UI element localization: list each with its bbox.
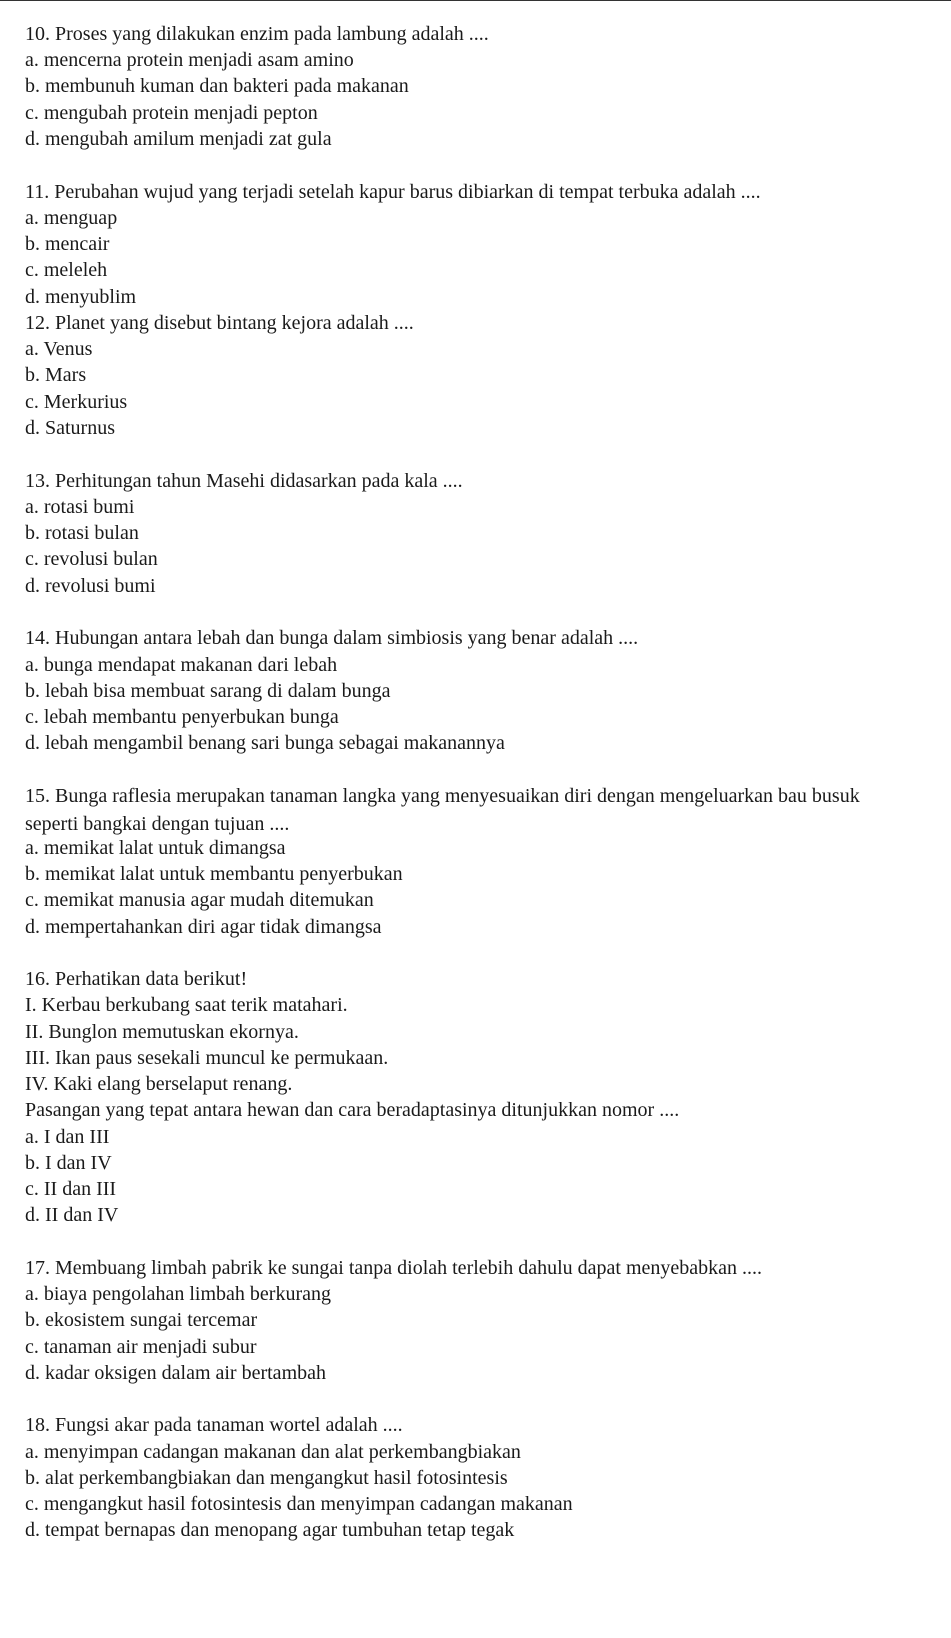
top-rule <box>0 0 951 1</box>
question-16-statement-4: IV. Kaki elang berselaput renang. <box>25 1073 293 1095</box>
question-16-option-d: d. II dan IV <box>25 1204 119 1226</box>
question-14-option-b: b. lebah bisa membuat sarang di dalam bunga <box>25 680 391 702</box>
question-17-text: 17. Membuang limbah pabrik ke sungai tanpa diolah terlebih dahulu dapat menyebabkan .... <box>25 1257 763 1279</box>
question-14-option-d: d. lebah mengambil benang sari bunga sebagai makanannya <box>25 732 505 754</box>
question-12-option-c: c. Merkurius <box>25 391 128 413</box>
question-10-option-b: b. membunuh kuman dan bakteri pada makanan <box>25 75 409 97</box>
question-16-option-a: a. I dan III <box>25 1126 110 1148</box>
question-18-option-c: c. mengangkut hasil fotosintesis dan menyimpan cadangan makanan <box>25 1493 573 1515</box>
question-11-option-c: c. meleleh <box>25 259 108 281</box>
question-18-option-b: b. alat perkembangbiakan dan mengangkut hasil fotosintesis <box>25 1467 508 1489</box>
question-18-option-a: a. menyimpan cadangan makanan dan alat perkembangbiakan <box>25 1441 521 1463</box>
question-16-option-b: b. I dan IV <box>25 1152 112 1174</box>
question-14-option-a: a. bunga mendapat makanan dari lebah <box>25 654 338 676</box>
question-14-text: 14. Hubungan antara lebah dan bunga dalam simbiosis yang benar adalah .... <box>25 627 639 649</box>
question-16-text: 16. Perhatikan data berikut! <box>25 968 248 990</box>
question-17-option-b: b. ekosistem sungai tercemar <box>25 1309 258 1331</box>
question-16-option-c: c. II dan III <box>25 1178 117 1200</box>
question-17-option-c: c. tanaman air menjadi subur <box>25 1336 257 1358</box>
question-13-option-d: d. revolusi bumi <box>25 575 156 597</box>
question-12-option-d: d. Saturnus <box>25 417 115 439</box>
question-18-option-d: d. tempat bernapas dan menopang agar tumbuhan tetap tegak <box>25 1519 515 1541</box>
question-11-option-d: d. menyublim <box>25 286 137 308</box>
question-15-text: 15. Bunga raflesia merupakan tanaman langka yang menyesuaikan diri dengan mengeluarkan bau busuk seperti bangkai dengan tujuan .... <box>25 785 860 835</box>
question-10-option-a: a. mencerna protein menjadi asam amino <box>25 49 354 71</box>
question-15-option-d: d. mempertahankan diri agar tidak dimangsa <box>25 916 382 938</box>
question-11-option-b: b. mencair <box>25 233 110 255</box>
question-15-option-a: a. memikat lalat untuk dimangsa <box>25 837 286 859</box>
question-14-option-c: c. lebah membantu penyerbukan bunga <box>25 706 339 728</box>
question-11-text: 11. Perubahan wujud yang terjadi setelah kapur barus dibiarkan di tempat terbuka adalah .... <box>25 181 761 203</box>
question-13-option-a: a. rotasi bumi <box>25 496 135 518</box>
question-16-statement-1: I. Kerbau berkubang saat terik matahari. <box>25 994 348 1016</box>
question-15-option-c: c. memikat manusia agar mudah ditemukan <box>25 889 374 911</box>
question-10-option-d: d. mengubah amilum menjadi zat gula <box>25 128 332 150</box>
question-15-option-b: b. memikat lalat untuk membantu penyerbukan <box>25 863 403 885</box>
question-10-option-c: c. mengubah protein menjadi pepton <box>25 102 318 124</box>
question-13-text: 13. Perhitungan tahun Masehi didasarkan pada kala .... <box>25 470 463 492</box>
question-12-text: 12. Planet yang disebut bintang kejora adalah .... <box>25 312 414 334</box>
question-16-prompt: Pasangan yang tepat antara hewan dan cara beradaptasinya ditunjukkan nomor .... <box>25 1099 680 1121</box>
question-18-text: 18. Fungsi akar pada tanaman wortel adalah .... <box>25 1414 403 1436</box>
question-11-option-a: a. menguap <box>25 207 118 229</box>
question-13-option-c: c. revolusi bulan <box>25 548 158 570</box>
question-12-option-b: b. Mars <box>25 364 87 386</box>
question-16-statement-2: II. Bunglon memutuskan ekornya. <box>25 1021 299 1043</box>
question-13-option-b: b. rotasi bulan <box>25 522 139 544</box>
question-16-statement-3: III. Ikan paus sesekali muncul ke permukaan. <box>25 1047 389 1069</box>
question-17-option-d: d. kadar oksigen dalam air bertambah <box>25 1362 326 1384</box>
question-10-text: 10. Proses yang dilakukan enzim pada lambung adalah .... <box>25 23 489 45</box>
question-17-option-a: a. biaya pengolahan limbah berkurang <box>25 1283 331 1305</box>
question-12-option-a: a. Venus <box>25 338 93 360</box>
